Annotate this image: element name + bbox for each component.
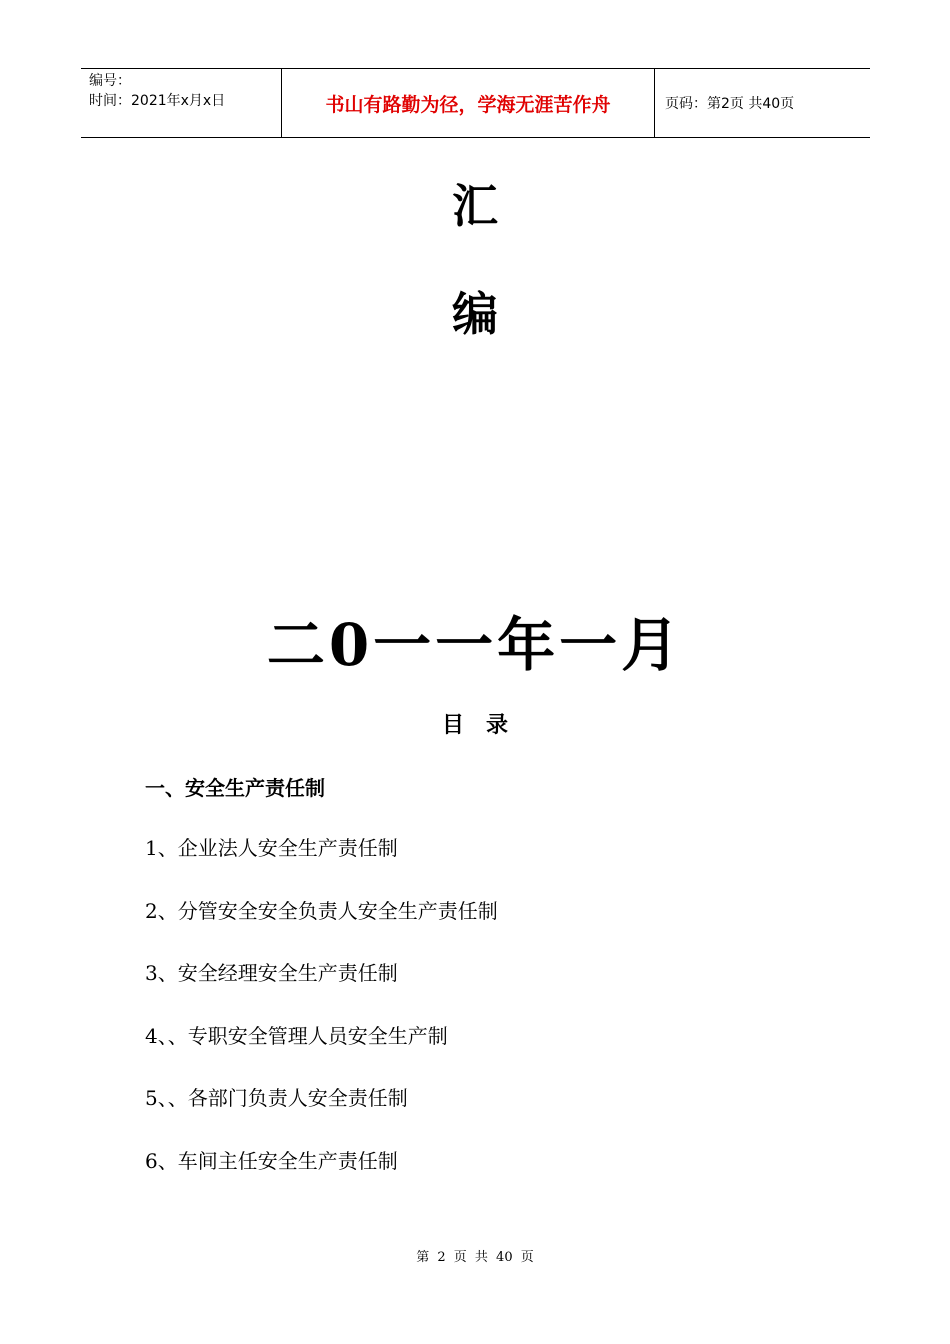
cover-date: 二0一一年一月	[266, 611, 684, 679]
motto-text: 书山有路勤为径，学海无涯苦作舟	[325, 93, 611, 116]
toc-item[interactable]: 3、安全经理安全生产责任制	[145, 961, 398, 986]
toc-item[interactable]: 6、车间主任安全生产责任制	[145, 1148, 398, 1173]
toc-item[interactable]: 4、、专职安全管理人员安全生产制	[145, 1023, 448, 1048]
page-footer: 第 2 页 共 40 页	[416, 1250, 534, 1265]
toc-title: 目录	[441, 713, 530, 738]
cover-char-hui: 汇	[452, 179, 498, 233]
header-meta-cell	[81, 69, 281, 137]
time-label: 时间：2021年x月x日	[89, 93, 226, 109]
toc-item[interactable]: 2、分管安全安全负责人安全生产责任制	[145, 898, 498, 923]
number-label: 编号：	[89, 73, 131, 89]
toc-item[interactable]: 1、企业法人安全生产责任制	[145, 836, 398, 860]
header-motto-cell	[281, 69, 655, 137]
document-header	[81, 68, 870, 138]
toc-list	[145, 834, 498, 1210]
header-page-cell	[655, 69, 870, 137]
page-info: 页码：第2页 共40页	[665, 96, 795, 112]
cover-char-bian: 编	[452, 287, 498, 341]
toc-section-heading: 一、安全生产责任制	[145, 776, 325, 800]
toc-item[interactable]: 5、、各部门负责人安全责任制	[145, 1086, 408, 1111]
